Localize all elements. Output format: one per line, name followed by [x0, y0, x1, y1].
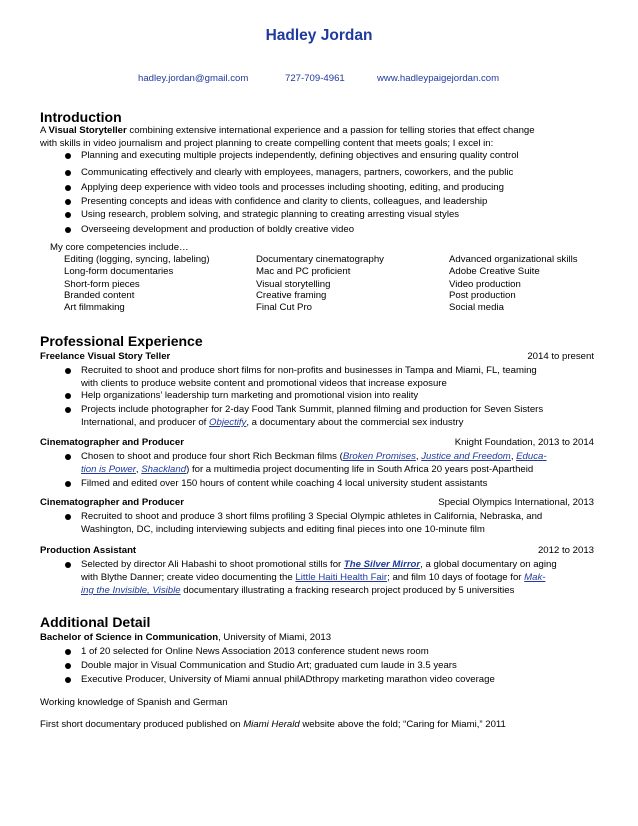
job-title: Production Assistant [40, 545, 137, 556]
job-bullet: Projects include photographer for 2-day Food Tank Summit, planned filming and production for Seven Sisters [81, 404, 544, 415]
competency-item: Social media [449, 302, 504, 313]
competency-item: Video production [449, 279, 521, 290]
broken-promises-link[interactable]: Broken Promises [342, 451, 416, 462]
detail-bullet: Double major in Visual Communication and Studio Art; graduated cum laude in 3.5 years [81, 660, 457, 671]
additional-heading: Additional Detail [40, 614, 151, 630]
job-bullet-cont: with Blythe Danner; create video documenting the Little Haiti Health Fair; and film 10 days of footage for Mak- [81, 572, 546, 583]
competencies-label: My core competencies include… [50, 242, 189, 253]
job-bullet: Recruited to shoot and produce short films for non-profits and businesses in Tampa and Miami, FL, teaming [81, 365, 537, 376]
bullet-icon [65, 407, 71, 413]
intro-lead: A Visual Storyteller combining extensive international experience and a passion for telling stories that effect change [40, 125, 535, 136]
competency-item: Art filmmaking [64, 302, 125, 313]
intro-heading: Introduction [40, 109, 122, 125]
bullet-icon [65, 649, 71, 655]
making-invisible-link-cont[interactable]: ing the Invisible, Visible [81, 585, 181, 596]
competency-item: Adobe Creative Suite [449, 266, 540, 277]
bullet-icon [65, 212, 71, 218]
job-title: Cinematographer and Producer [40, 497, 184, 508]
intro-bullet: Overseeing development and production of boldly creative video [81, 224, 355, 235]
job-bullet: Chosen to shoot and produce four short Rich Beckman films (Broken Promises, Justice and Freedom, Educa- [81, 451, 547, 462]
bullet-icon [65, 227, 71, 233]
objectify-link[interactable]: Objectify [209, 417, 247, 428]
competency-item: Advanced organizational skills [449, 254, 578, 265]
languages: Working knowledge of Spanish and German [40, 697, 228, 708]
job-employer-dates: Knight Foundation, 2013 to 2014 [454, 437, 594, 448]
bullet-icon [65, 393, 71, 399]
bullet-icon [65, 663, 71, 669]
intro-bullet: Applying deep experience with video tools and processes including shooting, editing, and producing [81, 182, 504, 193]
job-title: Freelance Visual Story Teller [40, 351, 171, 362]
competency-item: Long-form documentaries [64, 266, 174, 277]
competency-item: Creative framing [256, 290, 327, 301]
degree: Bachelor of Science in Communication, University of Miami, 2013 [40, 632, 332, 643]
detail-bullet: 1 of 20 selected for Online News Association 2013 conference student news room [81, 646, 429, 657]
bullet-icon [65, 368, 71, 374]
bullet-icon [65, 514, 71, 520]
competency-item: Post production [449, 290, 516, 301]
job-dates: 2014 to present [527, 351, 594, 362]
bullet-icon [65, 677, 71, 683]
intro-bullet: Using research, problem solving, and strategic planning to creating arresting visual styles [81, 209, 460, 220]
making-invisible-link[interactable]: Mak- [524, 572, 546, 583]
competency-item: Visual storytelling [256, 279, 331, 290]
job-bullet: Selected by director Ali Habashi to shoot promotional stills for The Silver Mirror, a global documentary on aging [81, 559, 557, 570]
website-link[interactable]: www.hadleypaigejordan.com [377, 73, 500, 84]
intro-lead-line2: with skills in video journalism and project planning to create compelling content that meets goals; I excel in: [40, 138, 494, 149]
bullet-icon [65, 481, 71, 487]
job-title: Cinematographer and Producer [40, 437, 184, 448]
job-bullet-cont: Washington, DC, including interviewing subjects and editing final pieces into one 10-minute film [81, 524, 485, 535]
bullet-icon [65, 153, 71, 159]
bullet-icon [65, 562, 71, 568]
little-haiti-link[interactable]: Little Haiti Health Fair [295, 572, 388, 583]
job-dates: 2012 to 2013 [537, 545, 594, 556]
first-documentary: First short documentary produced published on Miami Herald website above the fold; “Caring for Miami,” 2011 [40, 719, 506, 730]
competency-item: Editing (logging, syncing, labeling) [64, 254, 210, 265]
justice-freedom-link[interactable]: Justice and Freedom [421, 451, 511, 462]
competency-item: Final Cut Pro [256, 302, 312, 313]
job-bullet: Filmed and edited over 150 hours of content while coaching 4 local university student assistants [81, 478, 488, 489]
intro-bullet: Planning and executing multiple projects independently, defining objectives and ensuring quality control [81, 150, 519, 161]
education-power-link[interactable]: Educa- [516, 451, 547, 462]
competency-item: Short-form pieces [64, 279, 140, 290]
email-link[interactable]: hadley.jordan@gmail.com [138, 73, 249, 84]
competency-item: Branded content [64, 290, 135, 301]
job-bullet-cont: International, and producer of Objectify, a documentary about the commercial sex industry [81, 417, 464, 428]
phone-number: 727-709-4961 [285, 73, 345, 84]
resume-name: Hadley Jordan [265, 27, 373, 44]
job-bullet-cont: with clients to produce website content and promotional videos that increase exposure [81, 378, 447, 389]
intro-bullet: Presenting concepts and ideas with confidence and clarity to clients, colleagues, and leadership [81, 196, 488, 207]
competency-item: Documentary cinematography [256, 254, 384, 265]
intro-bullet: Communicating effectively and clearly with employees, managers, partners, coworkers, and the public [81, 167, 514, 178]
job-employer-dates: Special Olympics International, 2013 [438, 497, 594, 508]
bullet-icon [65, 185, 71, 191]
bullet-icon [65, 199, 71, 205]
bullet-icon [65, 454, 71, 460]
job-bullet: Help organizations’ leadership turn marketing and promotional vision into reality [81, 390, 419, 401]
job-bullet: Recruited to shoot and produce 3 short films profiling 3 Special Olympic athletes in California, Nebraska, and [81, 511, 543, 522]
bullet-icon [65, 170, 71, 176]
competency-item: Mac and PC proficient [256, 266, 351, 277]
experience-heading: Professional Experience [40, 333, 203, 349]
job-bullet-cont: ing the Invisible, Visible documentary illustrating a fracking research project produced by 5 universities [81, 585, 515, 596]
job-bullet-cont: tion is Power, Shackland) for a multimedia project documenting life in South Africa 20 years post-Apartheid [81, 464, 534, 475]
education-power-link-cont[interactable]: tion is Power [81, 464, 136, 475]
shackland-link[interactable]: Shackland [141, 464, 187, 475]
silver-mirror-link[interactable]: The Silver Mirror [343, 559, 421, 570]
detail-bullet: Executive Producer, University of Miami annual philADthropy marketing marathon video coverage [81, 674, 495, 685]
